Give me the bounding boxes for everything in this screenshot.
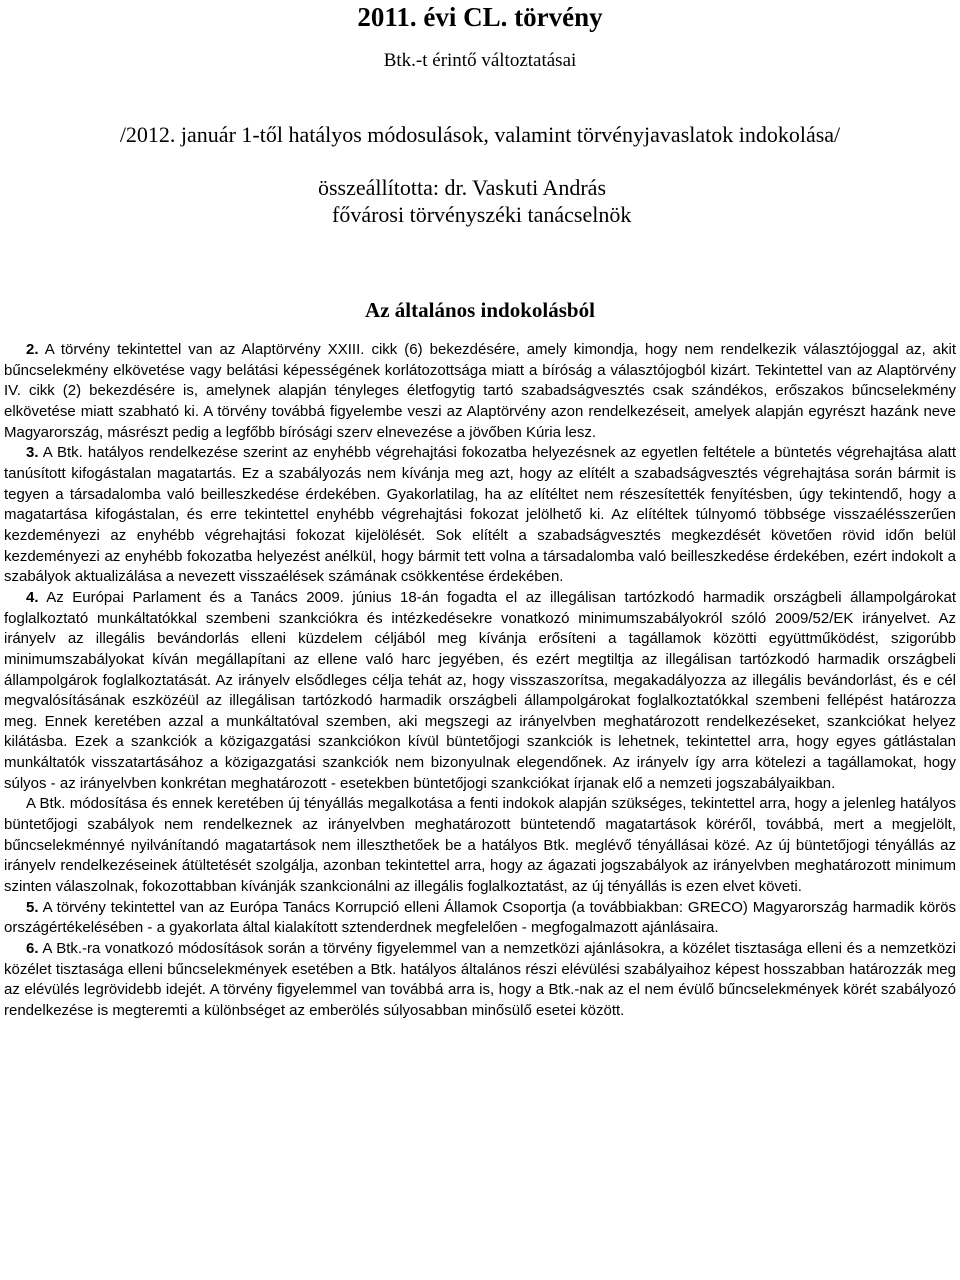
paragraph-number: 6. — [26, 940, 39, 958]
paragraph-text: A törvény tekintettel van az Európa Tanács Korrupció elleni Államok Csoportja (a továbbiakban: GRECO) Magyarország harmadik körös országértékelésében - a gyakorlata által kialakított sztenderdnek megfelelően - megfogalmazott ajánlásaira. — [4, 898, 957, 937]
section-heading: Az általános indokolásból — [365, 298, 595, 322]
paragraph-4-continued — [4, 794, 956, 897]
paragraph-text: Az Európai Parlament és a Tanács 2009. június 18-án fogadta el az illegálisan tartózkodó harmadik országbeli állampolgárokat foglalkoztató munkáltatókkal szembeni szankciókra és intézkedésekre vonatkozó minimumszabályokról szóló 2009/52/EK irányelvet. Az irányelv az illegális bevándorlás elleni küzdelem céljából meg kívánja erősíteni a tagállamok közötti együttműködést, szigorúbb minimumszabályokat kíván megállapítani az ellene való harc jegyében, és ezért megtiltja az illegálisan tartózkodó harmadik országbeli állampolgárok foglalkoztatását. Az irányelv elsődleges célja tehát az, hogy visszaszorítsa, megakadályozza az illegális bevándorlást, és e cél megvalósításának eszközéül az illegálisan tartózkodó harmadik országbeli állampolgárokat foglalkoztatókkal szembeni fellépést határozza meg. Ennek keretében azzal a munkáltatóval szemben, aki megszegi az irányelvben meghatározott rendelkezéseket, szankciókat helyez kilátásba. Ezek a szankciók a közigazgatási szankciókon kívül büntetőjogi szankciók is lehetnek, tekintettel arra, hogy egyes gátlástalan munkáltatók visszatartásához a közigazgatási szankciók nem bizonyulnak elegendőnek. Az irányelv így arra kötelezi a tagállamokat, hogy súlyos - az irányelvben konkrétan meghatározott - esetekben büntetőjogi szankciókat írjanak elő a nemzeti jogszabályaikban. — [4, 588, 956, 792]
paragraph-number: 5. — [26, 898, 39, 916]
paragraph-3 — [4, 443, 956, 588]
paragraph-text: A Btk.-ra vonatkozó módosítások során a törvény figyelemmel van a nemzetközi ajánlásokra, a közélet tisztasága elleni és a nemzetközi közélet tisztasága elleni bűncselekmények esetében a Btk. hatályos általános részi elévülési szabályaihoz képest hosszabban határozzák meg az elévülés legrövidebb idejét. A törvény figyelemmel van továbbá arra is, hogy a Btk.-nak az el nem évülő bűncselekmények körét szabályozó rendelkezése is megteremti a különbséget az emberölés súlyosabban minősülő esetei között. — [4, 940, 956, 1019]
paragraph-4 — [4, 588, 956, 795]
body-text — [4, 340, 956, 1022]
paragraph-number: 2. — [26, 341, 39, 358]
document-subtitle: Btk.-t érintő változtatásai — [383, 50, 577, 71]
paragraph-number: 3. — [26, 444, 39, 462]
document-subline: /2012. január 1-től hatályos módosulások, valamint törvényjavaslatok indokolása/ — [119, 122, 841, 147]
paragraph-6 — [4, 939, 956, 1022]
compiled-by: összeállította: dr. Vaskuti András — [318, 175, 607, 200]
paragraph-2 — [4, 340, 956, 443]
paragraph-text: A Btk. hatályos rendelkezése szerint az enyhébb végrehajtási fokozatba helyezésnek az egyetlen feltétele a büntetés végrehajtása alatt tanúsított kifogástalan magatartás. Ez a szabályozás nem kívánja meg azt, hogy az elítélt a szabadságvesztés végrehajtása során bármit is tegyen a társadalomba való beilleszkedése érdekében. Gyakorlatilag, ha az elítéltet nem részesítették fenyítésben, úgy tekintendő, hogy a magatartása kifogástalan, és erre tekintettel enyhébb végrehajtási fokozat jelölhető ki. Az elítéltek túlnyomó többsége visszaélésszerűen kezdeményezi az enyhébb végrehajtási fokozat kijelölését. Sok elítélt a szabadságvesztés megkezdését követően rövid időn belül kezdeményezi az enyhébb fokozatba helyezést anélkül, hogy bármit tett volna a társadalomba való beilleszkedése érdekében, ezért indokolt a szabályok aktualizálása a nevezett visszaélések számának csökkentése érdekében. — [4, 444, 957, 586]
paragraph-text: A törvény tekintettel van az Alaptörvény XXIII. cikk (6) bekezdésére, amely kimondja, hogy nem rendelkezik választójoggal az, akit bűncselekmény elkövetése vagy belátási képességének korlátozottsága miatt a bíróság a választójogból kizárt. Tekintettel van az Alaptörvény IV. cikk (2) bekezdésére is, amelynek alapján tényleges életfogytig tartó szabadságvesztés csak szándékos, erőszakos bűncselekmény elkövetése miatt szabható ki. A törvény továbbá figyelembe veszi az Alaptörvény azon rendelkezéseit, amelyek alapján egyrészt hazánk neve Magyarország, másrészt pedig a legfőbb bírósági szerv elnevezése a jövőben Kúria lesz. — [4, 341, 956, 441]
compiler-title: fővárosi törvényszéki tanácselnök — [332, 202, 632, 227]
paragraph-text: A Btk. módosítása és ennek keretében új tényállás megalkotása a fenti indokok alapján szükséges, tekintettel arra, hogy a jelenleg hatályos büntetőjogi szabályok nem rendelkeznek az irányelvben meghatározott büntetendő magatartások köréről, továbbá, mert a megjelölt, bűncselekménnyé nyilvánítandó magatartások nem illeszthetőek be a hatályos Btk. meglévő tényállásai közé. Az új büntetőjogi tényállás az irányelv rendelkezéseinek átültetését szolgálja, azonban tekintettel arra, hogy az ágazati jogszabályok az irányelvben meghatározott minimum szinten válaszolnak, fokozottabban kívánják szankcionálni az illegális foglalkoztatást, az új tényállás is ezen elvet követi. — [4, 795, 956, 896]
paragraph-5 — [4, 898, 956, 939]
paragraph-number: 4. — [26, 588, 39, 606]
document-title: 2011. évi CL. törvény — [357, 2, 603, 32]
